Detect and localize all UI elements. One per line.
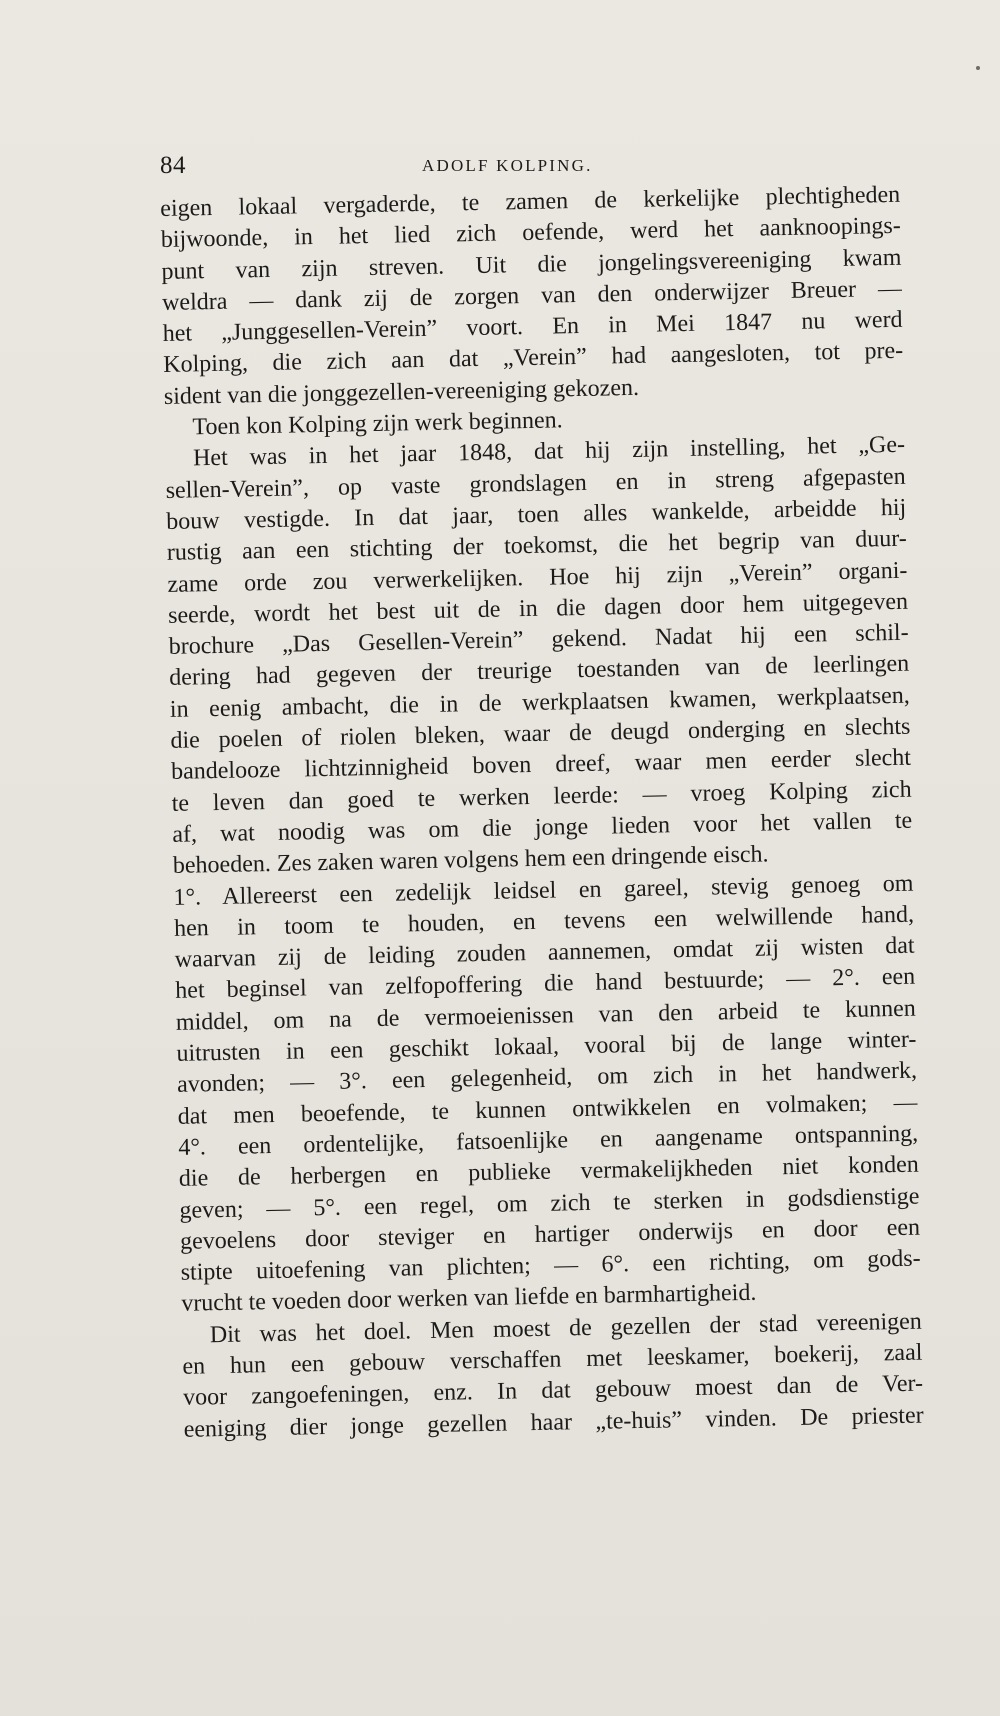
text-line: rustig aan een stichting der toekomst, die het begrip van duur- (166, 525, 908, 567)
text-line: bijwoonde, in het lied zich oefende, werd het aanknoopings- (160, 213, 902, 254)
text-line: behoeden. Zes zaken waren volgens hem een dringende eisch. (172, 841, 769, 880)
text-line: 1°. Allereerst een zedelijk leidsel en gareel, stevig genoeg om (173, 870, 914, 911)
body-text (160, 180, 926, 1534)
text-line: punt van zijn streven. Uit die jongelingsvereeniging kwam (161, 244, 902, 285)
text-line: Kolping, die zich aan dat „Verein” had aangesloten, tot pre- (163, 338, 904, 379)
text-line: Het was in het jaar 1848, dat hij zijn instelling, het „Ge- (192, 432, 906, 472)
text-line: het „Junggesellen-Verein” voort. En in Mei 1847 nu werd (162, 306, 903, 348)
text-line: bouw vestigde. In dat jaar, toen alles wankelde, arbeidde hij (166, 494, 907, 535)
text-line: eeniging dier jonge gezellen haar „te-huis” vinden. De priester (183, 1402, 924, 1443)
text-line: die de herbergen en publieke vermakelijkheden niet konden (178, 1151, 920, 1193)
paper-speck (976, 66, 980, 70)
running-head (160, 152, 900, 184)
text-line: gevoelens door steviger en hartiger onderwijs en door een (179, 1214, 921, 1255)
text-line: hen in toom te houden, en tevens een welwillende hand, (173, 901, 915, 942)
text-line: af, wat noodig was om die jonge lieden voor het vallen te (172, 807, 913, 848)
text-line: het beginsel van zelfopoffering die hand bestuurde; — 2°. een (175, 964, 916, 1005)
text-line: zame orde zou verwerkelijken. Hoe hij zijn „Verein” organi- (167, 557, 908, 598)
text-line: te leven dan goed te werken leerde: — vroeg Kolping zich (171, 776, 912, 817)
text-line: en hun een gebouw verschaffen met leeskamer, boekerij, zaal (182, 1339, 923, 1380)
text-line: brochure „Das Gesellen-Verein” gekend. Nadat hij een schil- (168, 619, 909, 661)
running-title: ADOLF KOLPING. (422, 156, 593, 175)
text-line: bandelooze lichtzinnigheid boven dreef, waar men eerder slecht (170, 745, 912, 786)
text-line: Dit was het doel. Men moest de gezellen der stad vereenigen (209, 1308, 923, 1348)
page-number: 84 (160, 152, 186, 179)
text-line: middel, om na de vermoeienissen van den arbeid te kunnen (175, 995, 917, 1036)
text-line: sellen-Verein”, op vaste grondslagen en in streng afgepasten (165, 463, 906, 504)
text-line: avonden; — 3°. een gelegenheid, om zich in het handwerk, (176, 1057, 918, 1099)
text-line: uitrusten in een geschikt lokaal, vooral bij de lange winter- (176, 1026, 917, 1067)
text-line: geven; — 5°. een regel, om zich te sterken in godsdienstige (179, 1183, 920, 1224)
text-line: eigen lokaal vergaderde, te zamen de kerkelijke plechtigheden (160, 181, 901, 222)
text-line: 4°. een ordentelijke, fatsoenlijke en aangename ontspanning, (178, 1120, 919, 1161)
text-line: waarvan zij de leiding zouden aannemen, omdat zij wisten dat (174, 932, 915, 973)
text-line: vrucht te voeden door werken van liefde en barmhartigheid. (181, 1280, 757, 1318)
text-line: voor zangoefeningen, enz. In dat gebouw moest dan de Ver- (182, 1370, 924, 1412)
text-line: Toen kon Kolping zijn werk beginnen. (192, 407, 563, 441)
text-line: dat men beoefende, te kunnen ontwikkelen en volmaken; — (177, 1089, 918, 1130)
text-line: weldra — dank zij de zorgen van den onderwijzer Breuer — (161, 275, 903, 316)
text-line: seerde, wordt het best uit de in die dagen door hem uitgegeven (167, 588, 909, 629)
text-line: in eenig ambacht, die in de werkplaatsen kwamen, werkplaatsen, (169, 682, 911, 723)
text-line: die poelen of riolen bleken, waar de deugd onderging en slechts (170, 713, 911, 754)
text-line: dering had gegeven der treurige toestanden van de leerlingen (169, 651, 910, 692)
text-line: stipte uitoefening van plichten; — 6°. een richting, om gods- (180, 1245, 921, 1286)
text-line: sident van die jonggezellen-vereeniging gekozen. (163, 374, 640, 410)
